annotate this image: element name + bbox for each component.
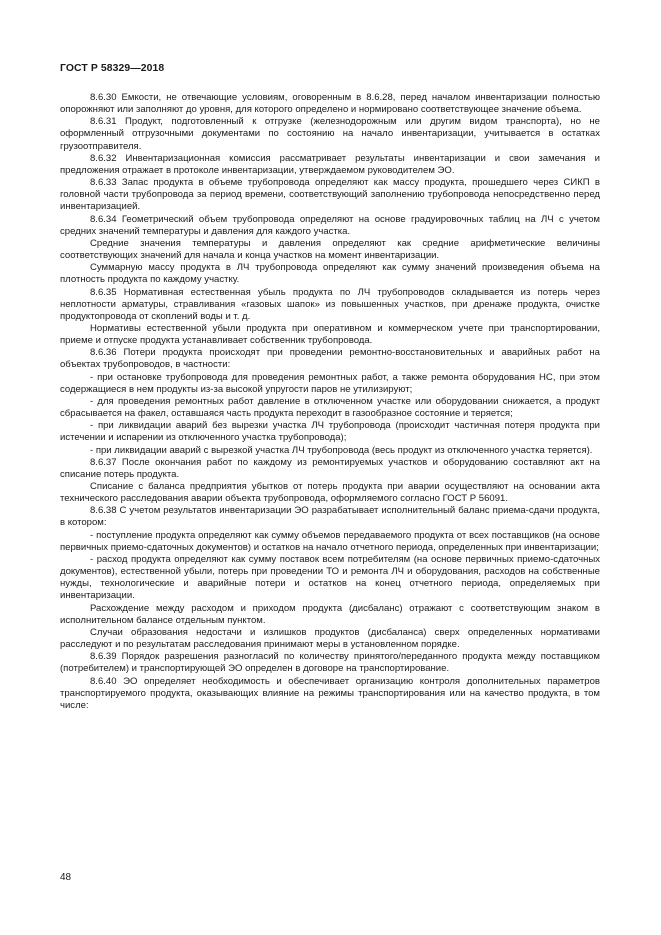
paragraph-8-6-39: 8.6.39 Порядок разрешения разногласий по количеству принятого/переданного продукта между поставщиком (потребителем) и транспортирующей ЭО определен в договоре на транспортирование. <box>60 651 600 675</box>
paragraph-loss-norms: Нормативы естественной убыли продукта при оперативном и коммерческом учете при транспортировании, приеме и отпуске продукта устанавливает собственник трубопровода. <box>60 322 600 347</box>
page-number: 48 <box>60 872 72 883</box>
paragraph-shortage-cases: Случаи образования недостачи и излишков продуктов (дисбаланса) сверх определенных нормативами расследуют и по результатам расследования принимают меры в установленном порядке. <box>60 626 600 651</box>
paragraph-write-off: Списание с баланса предприятия убытков от потерь продукта при аварии осуществляют на основании акта технического расследования аварии объекта трубопровода, оформляемого согласно ГОСТ Р 56091. <box>60 481 600 505</box>
paragraph-8-6-38: 8.6.38 С учетом результатов инвентаризации ЭО разрабатывает исполнительный баланс приема-сдачи продукта, в котором: <box>60 505 600 529</box>
standard-header: ГОСТ Р 58329—2018 <box>60 63 165 74</box>
paragraph-8-6-36: 8.6.36 Потери продукта происходят при проведении ремонтно-восстановительных и аварийных работ на объектах трубопроводов, в частности: <box>60 347 600 371</box>
list-item-with-cut: - при ликвидации аварий с вырезкой участка ЛЧ трубопровода (весь продукт из отключенного участка теряется). <box>90 444 593 456</box>
list-item-inflow: - поступление продукта определяют как сумму объемов передаваемого продукта от всех поставщиков (на основе первичных приемо-сдаточных документов) и остатков на начало отчетного периода, определенных при инвентаризации; <box>60 529 600 553</box>
paragraph-total-mass: Суммарную массу продукта в ЛЧ трубопровода определяют как сумму значений произведения объема на плотность продукта по каждому участку. <box>60 262 600 286</box>
list-item-stop-pipeline: - при остановке трубопровода для проведения ремонтных работ, а также ремонта оборудования НС, при этом содержащиеся в нем продукты из-за высокой упругости паров не утилизируют; <box>60 371 600 395</box>
paragraph-8-6-30: 8.6.30 Емкости, не отвечающие условиям, оговоренным в 8.6.28, перед началом инвентаризации полностью опорожняют или заполняют до уровня, для которого определено и нормировано соответствующее значение объема. <box>60 92 600 116</box>
paragraph-8-6-32: 8.6.32 Инвентаризационная комиссия рассматривает результаты инвентаризации и свои замечания и предложения отражает в протоколе инвентаризации, утверждаемом руководителем ЭО. <box>60 152 600 176</box>
paragraph-8-6-31: 8.6.31 Продукт, подготовленный к отгрузке (железнодорожным или другим видом транспорта), но не оформленный отгрузочными документами по состоянию на начало инвентаризации, учитывается в остатках грузоотправителя. <box>60 116 600 152</box>
paragraph-8-6-34: 8.6.34 Геометрический объем трубопровода определяют на основе градуировочных таблиц на ЛЧ с учетом средних значений температуры и давления для каждого участка. <box>60 213 600 237</box>
list-item-outflow: - расход продукта определяют как сумму поставок всем потребителям (на основе первичных приемо-сдаточных документов), естественной убыли, потерь при проведении ТО и ремонта ЛЧ и оборудования, расходов на собственные нужды, технологические и аварийные потери и остатков на конец отчетного периода, определяемых при инвентаризации. <box>60 553 600 602</box>
paragraph-8-6-33: 8.6.33 Запас продукта в объеме трубопровода определяют как массу продукта, прошедшего через СИКП в головной части трубопровода за период времени, соответствующий заполнению трубопровода непосредственно перед инвентаризацией. <box>60 177 600 213</box>
paragraph-discrepancy: Расхождение между расходом и приходом продукта (дисбаланс) отражают с соответствующим знаком в исполнительном балансе отдельным пунктом. <box>60 602 600 626</box>
paragraph-8-6-35: 8.6.35 Нормативная естественная убыль продукта по ЛЧ трубопроводов складывается из потерь через неплотности арматуры, стравливания «газовых шапок» из повышенных участков, при дренаже продукта, очистке продуктопровода от скоплений воды и т. д. <box>60 286 600 322</box>
paragraph-average-values: Средние значения температуры и давления определяют как средние арифметические величины соответствующих значений для начала и конца участков на момент инвентаризации. <box>60 237 600 262</box>
paragraph-8-6-40: 8.6.40 ЭО определяет необходимость и обеспечивает организацию контроля дополнительных параметров транспортируемого продукта, оказывающих влияние на режимы транспортирования или на качество продукта, в том числе: <box>60 675 600 711</box>
document-body <box>60 92 600 712</box>
paragraph-8-6-37: 8.6.37 После окончания работ по каждому из ремонтируемых участков и оборудованию составляют акт на списание потерь продукта. <box>60 456 600 480</box>
list-item-no-cut: - при ликвидации аварий без вырезки участка ЛЧ трубопровода (происходит частичная потеря продукта при истечении и испарении из отключенного участка трубопровода); <box>60 420 600 444</box>
list-item-pressure-release: - для проведения ремонтных работ давление в отключенном участке или оборудовании снижается, а продукт сбрасывается на факел, оставшаяся часть продукта переходит в газообразное состояние и теряется; <box>60 395 600 420</box>
